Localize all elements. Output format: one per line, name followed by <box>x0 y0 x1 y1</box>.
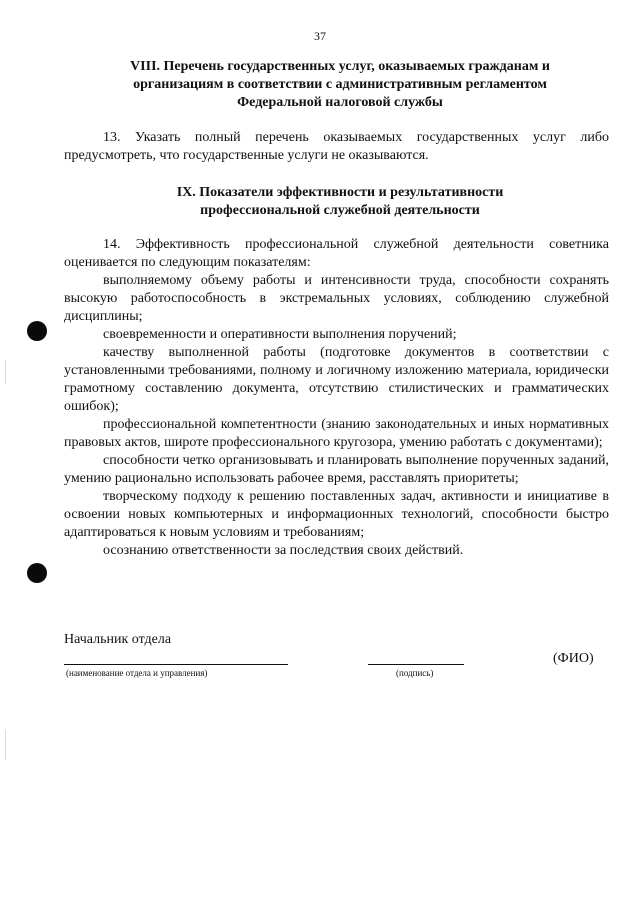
signature-caption: (подпись) <box>396 668 434 678</box>
paragraph-13: 13. Указать полный перечень оказываемых государственных услуг либо предусмотреть, что государственные услуги не оказываются. <box>64 130 609 163</box>
section-8-title-line-3: Федеральной налоговой службы <box>237 95 443 110</box>
signature-title: Начальник отдела <box>64 632 172 647</box>
page-number: 37 <box>314 29 326 43</box>
indicator-item: способности четко организовывать и планировать выполнение порученных заданий, умению рационально использовать рабочее время, расставлять приоритеты; <box>64 453 609 486</box>
section-9-title-line-2: профессиональной служебной деятельности <box>200 203 480 218</box>
scan-edge-mark <box>5 360 6 384</box>
paragraph-14 <box>64 236 609 560</box>
indicator-item: профессиональной компетентности (знанию законодательных и иных нормативных правовых актов, широте профессионального кругозора, умению работать с документами); <box>64 417 609 450</box>
section-8-title-line-1: VIII. Перечень государственных услуг, оказываемых гражданам и <box>130 59 550 74</box>
scan-edge-mark <box>5 730 6 760</box>
section-8-title-line-2: организациям в соответствии с административным регламентом <box>133 77 547 92</box>
signature-line <box>368 664 464 665</box>
section-9-title-line-1: IX. Показатели эффективности и результативности <box>176 185 504 200</box>
indicator-item: творческому подходу к решению поставленных задач, активности и инициативе в освоении новых компьютерных и информационных технологий, способности быстро адаптироваться к новым условиям и требованиям; <box>64 489 609 540</box>
section-8-heading <box>60 58 620 112</box>
indicator-item: выполняемому объему работы и интенсивности труда, способности сохранять высокую работоспособность в экстремальных условиях, соблюдению служебной дисциплины; <box>64 273 609 324</box>
department-signature-line <box>64 664 288 665</box>
indicator-item: осознанию ответственности за последствия своих действий. <box>103 543 464 558</box>
section-9-heading <box>60 184 620 220</box>
department-caption: (наименование отдела и управления) <box>66 668 208 678</box>
paragraph-14-intro: 14. Эффективность профессиональной служебной деятельности советника оценивается по следующим показателям: <box>64 237 609 270</box>
fio-label: (ФИО) <box>553 651 594 666</box>
binder-hole-mark <box>27 321 47 341</box>
binder-hole-mark <box>27 563 47 583</box>
indicator-item: своевременности и оперативности выполнения поручений; <box>103 327 457 342</box>
indicator-item: качеству выполненной работы (подготовке документов в соответствии с установленными требованиями, полному и логичному изложению материала, юридически грамотному составлению документа, отсутствию стилистических и грамматических ошибок); <box>64 345 609 414</box>
